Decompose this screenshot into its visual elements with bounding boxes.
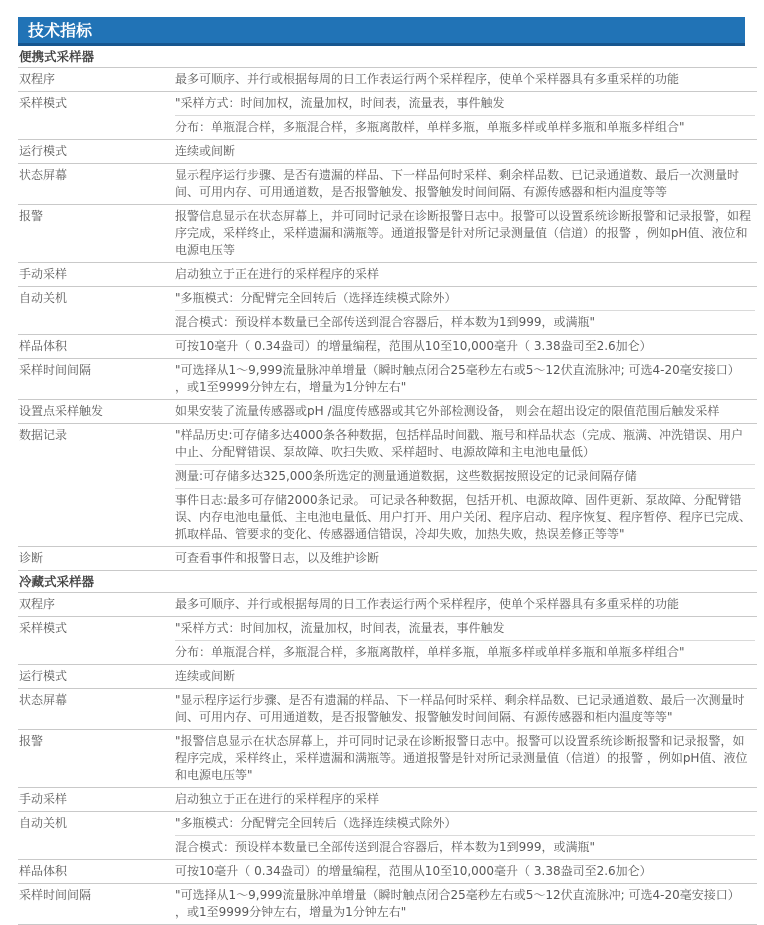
table-row (18, 359, 757, 400)
spec-label: 双程序 (19, 72, 56, 86)
section-rows (18, 68, 757, 571)
spec-paragraph: 报警信息显示在状态屏幕上，并可同时记录在诊断报警日志中。报警可以设置系统诊断报警和记录报警，如程序完成，采样终止，采样遗漏和满瓶等。通道报警是针对所记录测量值（信道）的报警 ，例如pH值、液位和电源电压等 (175, 209, 752, 257)
page-title: 技术指标 (28, 21, 93, 40)
table-row (18, 860, 757, 884)
spec-paragraph: 启动独立于正在进行的采样程序的采样 (175, 267, 380, 281)
spec-paragraph: "样品历史:可存储多达4000条各种数据，包括样品时间戳、瓶号和样品状态（完成、瓶满、冲洗错误、用户中止、分配臂错误、泵故障、吹扫失败、采样超时、电源故障和主电池电量低） (175, 428, 744, 459)
spec-section (18, 571, 757, 925)
spec-value (175, 788, 757, 811)
spec-paragraph: 可按10毫升（ 0.34盎司）的增量编程，范围从10至10,000毫升（ 3.38盎司至2.6加仑） (175, 339, 652, 353)
section-header: 便携式采样器 (18, 46, 757, 68)
table-row (18, 205, 757, 263)
spec-label: 采样模式 (19, 621, 68, 635)
table-row (18, 665, 757, 689)
spec-paragraph: 连续或间断 (175, 669, 236, 683)
table-row (18, 400, 757, 424)
spec-paragraph: 启动独立于正在进行的采样程序的采样 (175, 792, 380, 806)
spec-label: 运行模式 (19, 669, 68, 683)
table-row (18, 92, 757, 140)
spec-paragraph: 混合模式：预设样本数量已全部传送到混合容器后，样本数为1到999，或满瓶" (175, 310, 755, 334)
spec-paragraph: 分布：单瓶混合样，多瓶混合样，多瓶离散样，单样多瓶，单瓶多样或单样多瓶和单瓶多样组合" (175, 640, 755, 664)
spec-label: 状态屏幕 (19, 168, 68, 182)
table-row (18, 812, 757, 860)
spec-label: 报警 (19, 209, 44, 223)
table-row (18, 335, 757, 359)
spec-paragraph: 可查看事件和报警日志，以及维护诊断 (175, 551, 380, 565)
spec-value (175, 400, 757, 423)
spec-value (175, 617, 757, 664)
spec-label: 运行模式 (19, 144, 68, 158)
table-row (18, 164, 757, 205)
spec-paragraph: "采样方式：时间加权，流量加权，时间表，流量表，事件触发 (175, 96, 505, 110)
spec-paragraph: 显示程序运行步骤、是否有遗漏的样品、下一样品何时采样、剩余样品数、已记录通道数、最后一次测量时间、可用内存、可用通道数，是否报警触发、报警触发时间间隔、有源传感器和柜内温度等等 (175, 168, 740, 199)
spec-label: 诊断 (19, 551, 44, 565)
spec-label: 样品体积 (19, 864, 68, 878)
spec-label: 采样时间间隔 (19, 888, 92, 902)
spec-value (175, 547, 757, 570)
spec-paragraph: 可按10毫升（ 0.34盎司）的增量编程，范围从10至10,000毫升（ 3.38盎司至2.6加仑） (175, 864, 652, 878)
spec-label: 数据记录 (19, 428, 68, 442)
spec-paragraph: 最多可顺序、并行或根据每周的日工作表运行两个采样程序，使单个采样器具有多重采样的功能 (175, 72, 680, 86)
table-row (18, 617, 757, 665)
spec-paragraph: "显示程序运行步骤、是否有遗漏的样品、下一样品何时采样、剩余样品数、已记录通道数、最后一次测量时间、可用内存、可用通道数，是否报警触发、报警触发时间间隔、有源传感器和柜内温度等等" (175, 693, 745, 724)
spec-value (175, 884, 757, 924)
spec-value (175, 860, 757, 883)
table-row (18, 424, 757, 547)
spec-label: 自动关机 (19, 816, 68, 830)
spec-paragraph: 分布：单瓶混合样，多瓶混合样，多瓶离散样，单样多瓶，单瓶多样或单样多瓶和单瓶多样组合" (175, 115, 755, 139)
spec-label: 报警 (19, 734, 44, 748)
spec-section (18, 46, 757, 571)
spec-label: 采样时间间隔 (19, 363, 92, 377)
table-row (18, 140, 757, 164)
section-title-bar (18, 17, 745, 46)
table-row (18, 547, 757, 571)
table-row (18, 788, 757, 812)
spec-value (175, 689, 757, 729)
table-row (18, 68, 757, 92)
spec-paragraph: "报警信息显示在状态屏幕上，并可同时记录在诊断报警日志中。报警可以设置系统诊断报警和记录报警，如程序完成，采样终止，采样遗漏和满瓶等。通道报警是针对所记录测量值（信道）的报警 ，例如pH值、液位和电源电压等" (175, 734, 748, 782)
spec-paragraph: 测量:可存储多达325,000条所选定的测量通道数据，这些数据按照设定的记录间隔存储 (175, 464, 755, 488)
spec-label: 双程序 (19, 597, 56, 611)
spec-page (18, 17, 757, 925)
table-row (18, 689, 757, 730)
spec-paragraph: 如果安装了流量传感器或pH /温度传感器或其它外部检测设备， 则会在超出设定的限值范围后触发采样 (175, 404, 720, 418)
spec-paragraph: 混合模式：预设样本数量已全部传送到混合容器后，样本数为1到999，或满瓶" (175, 835, 755, 859)
table-row (18, 884, 757, 925)
spec-value (175, 140, 757, 163)
spec-label: 自动关机 (19, 291, 68, 305)
spec-value (175, 68, 757, 91)
spec-paragraph: "可选择从1～9,999流量脉冲单增量（瞬时触点闭合25毫秒左右或5～12伏直流脉冲; 可选4-20毫安接口） ，或1至9999分钟左右，增量为1分钟左右" (175, 888, 740, 919)
spec-paragraph: 事件日志:最多可存储2000条记录。 可记录各种数据，包括开机、电源故障、固件更新、泵故障、分配臂错误、内存电池电量低、主电池电量低、用户打开、用户关闭、程序启动、程序恢复、程序暂停、程序已完成、抓取样品、管要求的变化、传感器通信错误，冷却失败，加热失败，热误差修正等等" (175, 488, 755, 546)
spec-paragraph: "多瓶模式：分配臂完全回转后（选择连续模式除外） (175, 816, 457, 830)
table-row (18, 263, 757, 287)
spec-value (175, 359, 757, 399)
spec-paragraph: 最多可顺序、并行或根据每周的日工作表运行两个采样程序，使单个采样器具有多重采样的功能 (175, 597, 680, 611)
spec-value (175, 665, 757, 688)
spec-label: 手动采样 (19, 792, 68, 806)
table-row (18, 287, 757, 335)
spec-label: 状态屏幕 (19, 693, 68, 707)
spec-label: 手动采样 (19, 267, 68, 281)
spec-label: 设置点采样触发 (19, 404, 104, 418)
spec-value (175, 164, 757, 204)
spec-value (175, 730, 757, 787)
spec-value (175, 335, 757, 358)
table-row (18, 593, 757, 617)
table-row (18, 730, 757, 788)
spec-value (175, 263, 757, 286)
spec-value (175, 593, 757, 616)
spec-value (175, 424, 757, 546)
spec-value (175, 812, 757, 859)
spec-value (175, 92, 757, 139)
spec-table (18, 46, 757, 925)
spec-paragraph: "可选择从1～9,999流量脉冲单增量（瞬时触点闭合25毫秒左右或5～12伏直流脉冲; 可选4-20毫安接口） ，或1至9999分钟左右，增量为1分钟左右" (175, 363, 740, 394)
spec-label: 采样模式 (19, 96, 68, 110)
section-header: 冷藏式采样器 (18, 571, 757, 593)
spec-paragraph: 连续或间断 (175, 144, 236, 158)
section-rows (18, 593, 757, 925)
spec-value (175, 205, 757, 262)
spec-paragraph: "采样方式：时间加权，流量加权，时间表，流量表，事件触发 (175, 621, 505, 635)
spec-paragraph: "多瓶模式：分配臂完全回转后（选择连续模式除外） (175, 291, 457, 305)
spec-label: 样品体积 (19, 339, 68, 353)
spec-value (175, 287, 757, 334)
